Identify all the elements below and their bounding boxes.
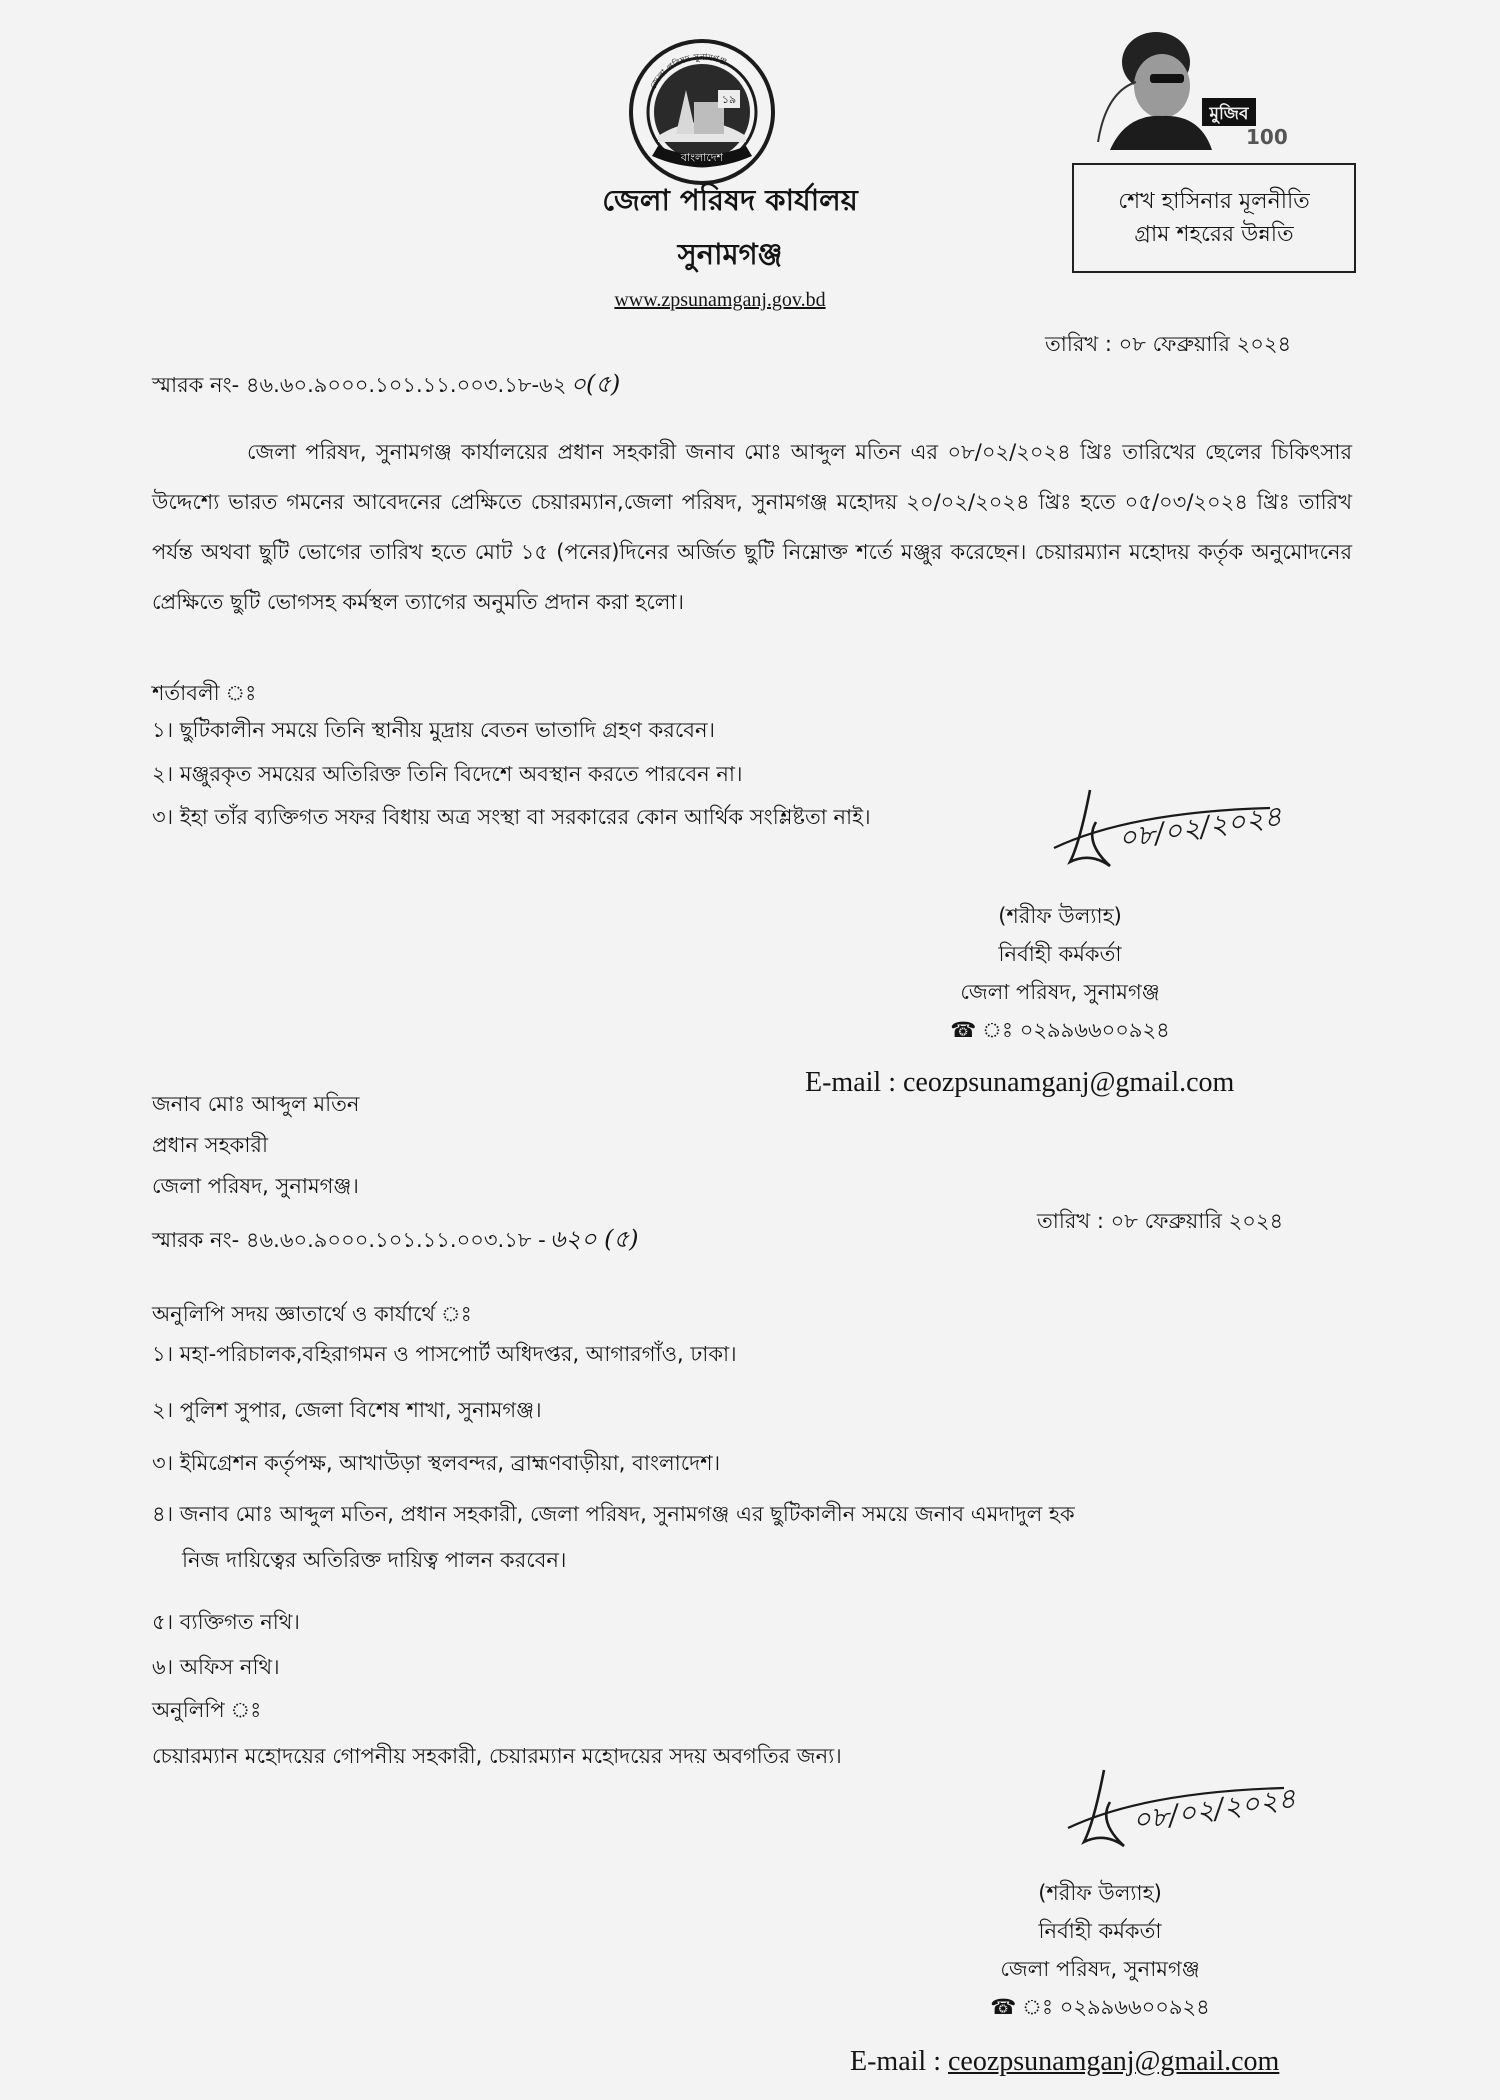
svg-text:০৮/০২/২০২৪: ০৮/০২/২০২৪ [1116, 799, 1284, 855]
copy-label: অনুলিপি ঃ [152, 1698, 262, 1722]
distribution-item: ৩। ইমিগ্রেশন কর্তৃপক্ষ, আখাউড়া স্থলবন্দর, ব্রাহ্মণবাড়ীয়া, বাংলাদেশ। [152, 1451, 721, 1475]
svg-text:বাংলাদেশ: বাংলাদেশ [680, 151, 724, 164]
body-paragraph: জেলা পরিষদ, সুনামগঞ্জ কার্যালয়ের প্রধান সহকারী জনাব মোঃ আব্দুল মতিন এর ০৮/০২/২০২৪ খ্রিঃ তারিখের ছেলের চিকিৎসার উদ্দেশ্যে ভারত গমনের আবেদনের প্রেক্ষিতে চেয়ারম্যান,জেলা পরিষদ, সুনামগঞ্জ মহোদয় ২০/০২/২০২৪ খ্রিঃ হতে ০৫/০৩/২০২৪ খ্রিঃ তারিখ পর্যন্ত অথবা ছুটি ভোগের তারিখ হতে মোট ১৫ (পনের)দিনের অর্জিত ছুটি নিম্নোক্ত শর্তে মঞ্জুর করেছেন। চেয়ারম্যান মহোদয় কর্তৃক অনুমোদনের প্রেক্ষিতে ছুটি ভোগসহ কর্মস্থল ত্যাগের অনুমতি প্রদান করা হলো। [152, 440, 1352, 614]
distribution-item: ২। পুলিশ সুপার, জেলা বিশেষ শাখা, সুনামগঞ্জ। [152, 1398, 542, 1422]
signatory-block [930, 897, 1190, 1049]
phone-icon: ☎ [950, 1018, 977, 1042]
memo-number [152, 1225, 638, 1254]
slogan-line: শেখ হাসিনার মূলনীতি [1118, 189, 1310, 214]
signatory-phone [970, 1988, 1230, 2026]
phone-number: ঃ ০২৯৯৬৬০০৯২৪ [1053, 1995, 1210, 2019]
handwritten-signature [1060, 1762, 1360, 1858]
email-line [850, 2046, 1279, 2078]
svg-text:100: 100 [1246, 125, 1288, 149]
slogan-box [1072, 163, 1356, 273]
office-city: সুনামগঞ্জ [677, 237, 783, 271]
mujib-100-logo-icon [1096, 22, 1290, 150]
phone-number: ঃ ০২৯৯৬৬০০৯২৪ [1013, 1018, 1170, 1042]
svg-text:জেলা পরিষদ সুনামগঞ্জ: জেলা পরিষদ সুনামগঞ্জ [648, 52, 728, 92]
signatory-designation: নির্বাহী কর্মকর্তা [998, 942, 1122, 966]
handwritten-signature [1050, 782, 1350, 878]
signatory-phone [930, 1011, 1190, 1049]
condition-item: ৩। ইহা তাঁর ব্যক্তিগত সফর বিধায় অত্র সংস্থা বা সরকারের কোন আর্থিক সংশ্লিষ্টতা নাই। [152, 805, 871, 829]
memo-number [152, 370, 620, 399]
memo-date: তারিখ : ০৮ ফেব্রুয়ারি ২০২৪ [1037, 1209, 1284, 1233]
handwritten-memo-suffix: ৬২০ (৫) [549, 1225, 639, 1253]
email-address[interactable]: E-mail : ceozpsunamganj@gmail.com [805, 1067, 1235, 1098]
svg-text:মুজিব: মুজিব [1209, 104, 1249, 124]
memo-number-text: স্মারক নং- ৪৬.৬০.৯০০০.১০১.১১.০০৩.১৮-৬২ [152, 373, 567, 397]
signatory-office: জেলা পরিষদ, সুনামগঞ্জ [960, 980, 1160, 1004]
signatory-name: (শরীফ উল্যাহ) [998, 904, 1122, 928]
svg-text:১৯: ১৯ [721, 93, 737, 106]
handwritten-memo-suffix: ০(৫) [570, 370, 621, 398]
distribution-label: অনুলিপি সদয় জ্ঞাতার্থে ও কার্যার্থে ঃ [152, 1302, 472, 1326]
phone-icon: ☎ [990, 1995, 1017, 2019]
website-link[interactable]: www.zpsunamganj.gov.bd [614, 289, 826, 311]
recipient-office: জেলা পরিষদ, সুনামগঞ্জ। [152, 1174, 359, 1198]
slogan-line: গ্রাম শহরের উন্নতি [1134, 222, 1294, 247]
memo-number-text: স্মারক নং- ৪৬.৬০.৯০০০.১০১.১১.০০৩.১৮ - [152, 1228, 546, 1252]
condition-item: ২। মঞ্জুরকৃত সময়ের অতিরিক্ত তিনি বিদেশে অবস্থান করতে পারবেন না। [152, 762, 743, 786]
distribution-item-continuation: নিজ দায়িত্বের অতিরিক্ত দায়িত্ব পালন করবেন। [182, 1548, 567, 1572]
signatory-name: (শরীফ উল্যাহ) [1038, 1881, 1162, 1905]
svg-text:০৮/০২/২০২৪: ০৮/০২/২০২৪ [1130, 1781, 1298, 1837]
zila-parishad-emblem-icon [628, 38, 776, 186]
conditions-label: শর্তাবলী ঃ [152, 681, 257, 705]
distribution-item: ৪। জনাব মোঃ আব্দুল মতিন, প্রধান সহকারী, জেলা পরিষদ, সুনামগঞ্জ এর ছুটিকালীন সময়ে জনাব এমদাদুল হক [152, 1502, 1075, 1526]
copy-text: চেয়ারম্যান মহোদয়ের গোপনীয় সহকারী, চেয়ারম্যান মহোদয়ের সদয় অবগতির জন্য। [152, 1744, 842, 1768]
email-prefix: E-mail : [850, 2046, 948, 2077]
signatory-block [970, 1874, 1230, 2026]
signatory-office: জেলা পরিষদ, সুনামগঞ্জ [1000, 1957, 1200, 1981]
distribution-item: ৬। অফিস নথি। [152, 1655, 280, 1679]
distribution-item: ১। মহা-পরিচালক,বহিরাগমন ও পাসপোর্ট অধিদপ্তর, আগারগাঁও, ঢাকা। [152, 1342, 737, 1366]
email-address[interactable]: ceozpsunamganj@gmail.com [947, 2046, 1280, 2077]
recipient-designation: প্রধান সহকারী [152, 1133, 268, 1157]
condition-item: ১। ছুটিকালীন সময়ে তিনি স্থানীয় মুদ্রায় বেতন ভাতাদি গ্রহণ করবেন। [152, 718, 715, 742]
distribution-item: ৫। ব্যক্তিগত নথি। [152, 1610, 300, 1634]
recipient-name: জনাব মোঃ আব্দুল মতিন [152, 1092, 360, 1116]
signatory-designation: নির্বাহী কর্মকর্তা [1038, 1919, 1162, 1943]
office-name: জেলা পরিষদ কার্যালয় [602, 183, 858, 217]
memo-date: তারিখ : ০৮ ফেব্রুয়ারি ২০২৪ [1045, 332, 1292, 356]
